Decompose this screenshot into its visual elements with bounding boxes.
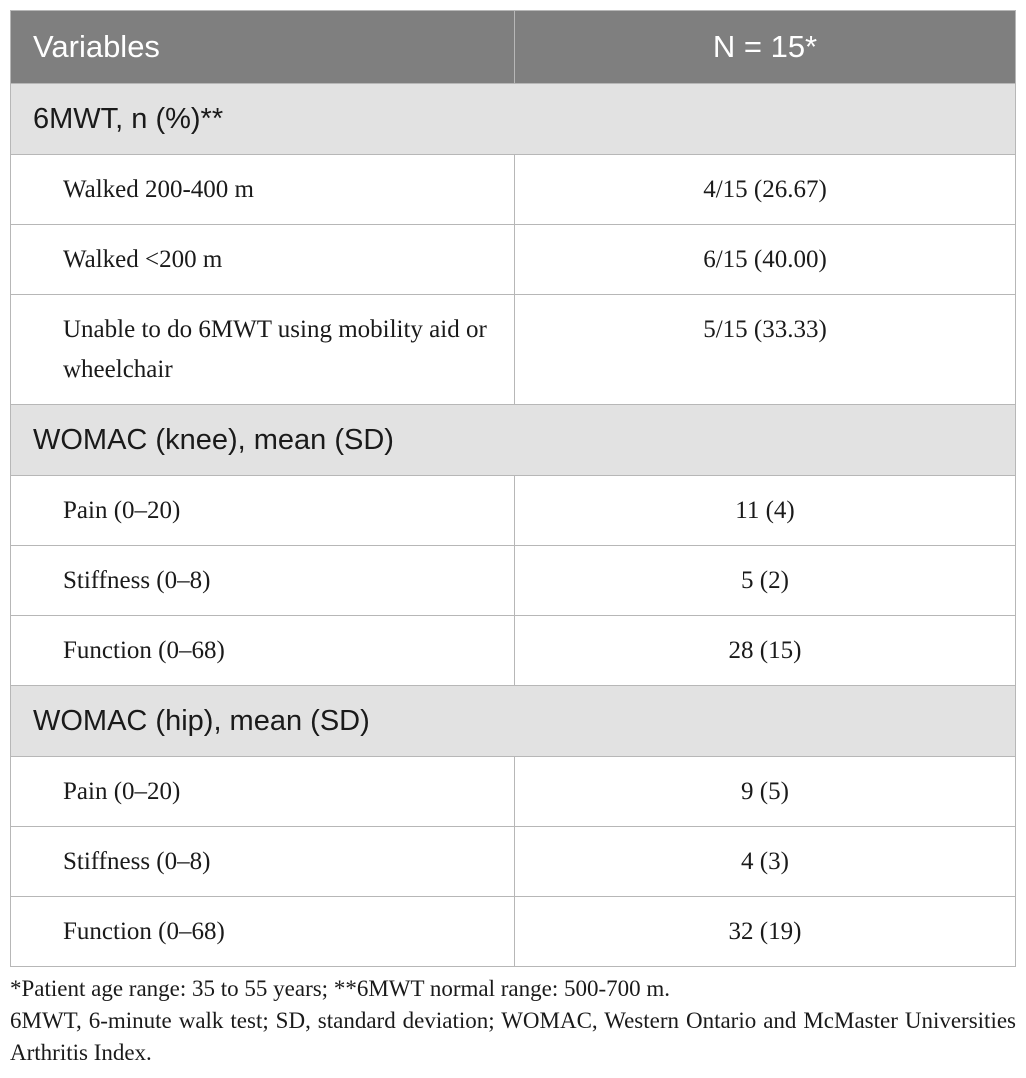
data-table-container [10, 10, 1015, 967]
row-value: 32 (19) [515, 897, 1016, 967]
section-title: WOMAC (knee), mean (SD) [11, 405, 1016, 476]
section-row-6mwt [11, 84, 1016, 155]
section-title: 6MWT, n (%)** [11, 84, 1016, 155]
table-row [11, 546, 1016, 616]
table-row [11, 757, 1016, 827]
table-row [11, 616, 1016, 686]
table-footnotes [10, 973, 1016, 1069]
row-label: Function (0–68) [11, 897, 515, 967]
column-header-variables: Variables [11, 11, 515, 84]
row-value: 4/15 (26.67) [515, 155, 1016, 225]
data-table [10, 10, 1016, 967]
row-value: 5 (2) [515, 546, 1016, 616]
table-row [11, 225, 1016, 295]
footnote-age-range: *Patient age range: 35 to 55 years; **6MWT normal range: 500-700 m. [10, 976, 671, 1001]
row-value: 11 (4) [515, 476, 1016, 546]
table-row [11, 155, 1016, 225]
footnote-abbreviations: 6MWT, 6-minute walk test; SD, standard deviation; WOMAC, Western Ontario and McMaster Universities Arthritis Index. [10, 1008, 1016, 1065]
table-row [11, 827, 1016, 897]
column-header-n: N = 15* [515, 11, 1016, 84]
row-label: Stiffness (0–8) [11, 827, 515, 897]
table-row [11, 897, 1016, 967]
row-label: Unable to do 6MWT using mobility aid or wheelchair [11, 295, 515, 405]
row-value: 9 (5) [515, 757, 1016, 827]
row-label: Pain (0–20) [11, 476, 515, 546]
row-label: Function (0–68) [11, 616, 515, 686]
row-label: Walked <200 m [11, 225, 515, 295]
table-header-row [11, 11, 1016, 84]
row-value: 4 (3) [515, 827, 1016, 897]
section-row-womac-knee [11, 405, 1016, 476]
table-row [11, 476, 1016, 546]
table-row [11, 295, 1016, 405]
section-title: WOMAC (hip), mean (SD) [11, 686, 1016, 757]
row-label: Pain (0–20) [11, 757, 515, 827]
row-label: Walked 200-400 m [11, 155, 515, 225]
row-value: 28 (15) [515, 616, 1016, 686]
row-value: 5/15 (33.33) [515, 295, 1016, 405]
section-row-womac-hip [11, 686, 1016, 757]
row-value: 6/15 (40.00) [515, 225, 1016, 295]
row-label: Stiffness (0–8) [11, 546, 515, 616]
